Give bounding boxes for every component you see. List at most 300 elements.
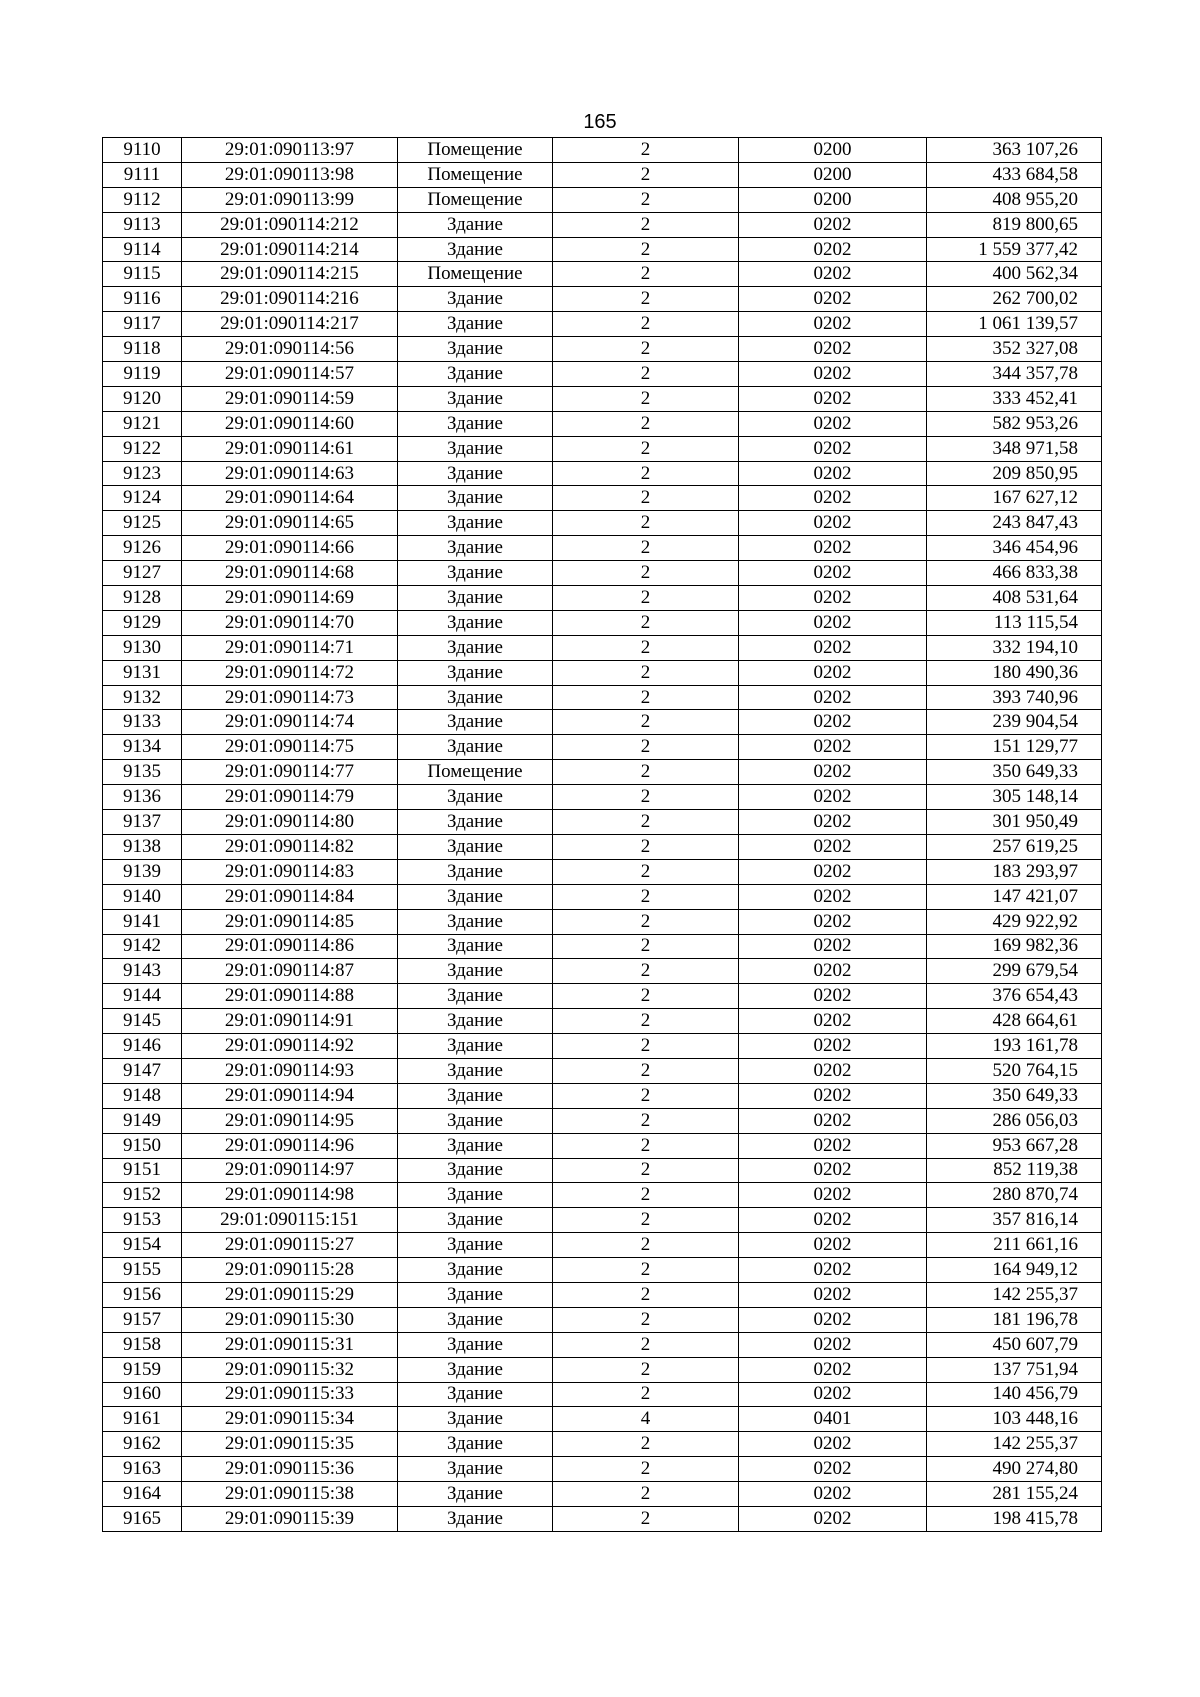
table-body <box>103 138 1102 1532</box>
cadastral-number-cell: 29:01:090113:97 <box>182 138 398 163</box>
row-number-cell: 9120 <box>103 386 182 411</box>
object-type-cell: Здание <box>398 1506 553 1531</box>
group-cell: 2 <box>553 337 739 362</box>
cadastral-number-cell: 29:01:090114:74 <box>182 710 398 735</box>
code-cell: 0401 <box>739 1407 927 1432</box>
cadastral-number-cell: 29:01:090114:72 <box>182 660 398 685</box>
row-number-cell: 9165 <box>103 1506 182 1531</box>
object-type-cell: Здание <box>398 1133 553 1158</box>
object-type-cell: Здание <box>398 411 553 436</box>
cadastral-value-cell: 466 833,38 <box>927 561 1102 586</box>
cadastral-value-cell: 140 456,79 <box>927 1382 1102 1407</box>
code-cell: 0202 <box>739 760 927 785</box>
code-cell: 0202 <box>739 1482 927 1507</box>
code-cell: 0202 <box>739 685 927 710</box>
cadastral-value-cell: 520 764,15 <box>927 1058 1102 1083</box>
group-cell: 2 <box>553 1282 739 1307</box>
table-row <box>103 909 1102 934</box>
object-type-cell: Здание <box>398 1108 553 1133</box>
row-number-cell: 9116 <box>103 287 182 312</box>
group-cell: 2 <box>553 1457 739 1482</box>
table-row <box>103 1009 1102 1034</box>
group-cell: 2 <box>553 1506 739 1531</box>
row-number-cell: 9137 <box>103 810 182 835</box>
group-cell: 2 <box>553 735 739 760</box>
group-cell: 2 <box>553 834 739 859</box>
cadastral-number-cell: 29:01:090114:64 <box>182 486 398 511</box>
row-number-cell: 9146 <box>103 1034 182 1059</box>
object-type-cell: Здание <box>398 810 553 835</box>
object-type-cell: Здание <box>398 436 553 461</box>
code-cell: 0202 <box>739 1183 927 1208</box>
cadastral-value-cell: 582 953,26 <box>927 411 1102 436</box>
cadastral-number-cell: 29:01:090114:56 <box>182 337 398 362</box>
row-number-cell: 9150 <box>103 1133 182 1158</box>
table-row <box>103 162 1102 187</box>
row-number-cell: 9114 <box>103 237 182 262</box>
row-number-cell: 9162 <box>103 1432 182 1457</box>
cadastral-value-cell: 357 816,14 <box>927 1208 1102 1233</box>
table-row <box>103 1407 1102 1432</box>
cadastral-value-cell: 257 619,25 <box>927 834 1102 859</box>
group-cell: 2 <box>553 760 739 785</box>
cadastral-number-cell: 29:01:090114:84 <box>182 884 398 909</box>
cadastral-value-cell: 1 061 139,57 <box>927 312 1102 337</box>
code-cell: 0202 <box>739 1382 927 1407</box>
group-cell: 2 <box>553 710 739 735</box>
table-row <box>103 1258 1102 1283</box>
cadastral-number-cell: 29:01:090114:214 <box>182 237 398 262</box>
table-row <box>103 1382 1102 1407</box>
table-row <box>103 138 1102 163</box>
object-type-cell: Здание <box>398 1282 553 1307</box>
object-type-cell: Помещение <box>398 138 553 163</box>
code-cell: 0202 <box>739 1083 927 1108</box>
table-row <box>103 187 1102 212</box>
object-type-cell: Здание <box>398 561 553 586</box>
row-number-cell: 9164 <box>103 1482 182 1507</box>
group-cell: 2 <box>553 436 739 461</box>
object-type-cell: Здание <box>398 486 553 511</box>
code-cell: 0202 <box>739 934 927 959</box>
group-cell: 2 <box>553 1482 739 1507</box>
code-cell: 0202 <box>739 859 927 884</box>
object-type-cell: Здание <box>398 1382 553 1407</box>
cadastral-value-cell: 429 922,92 <box>927 909 1102 934</box>
group-cell: 2 <box>553 362 739 387</box>
cadastral-value-cell: 167 627,12 <box>927 486 1102 511</box>
cadastral-number-cell: 29:01:090114:61 <box>182 436 398 461</box>
row-number-cell: 9128 <box>103 586 182 611</box>
table-row <box>103 511 1102 536</box>
group-cell: 2 <box>553 162 739 187</box>
table-row <box>103 934 1102 959</box>
group-cell: 2 <box>553 1108 739 1133</box>
table-row <box>103 1083 1102 1108</box>
row-number-cell: 9119 <box>103 362 182 387</box>
cadastral-number-cell: 29:01:090114:75 <box>182 735 398 760</box>
row-number-cell: 9148 <box>103 1083 182 1108</box>
group-cell: 2 <box>553 1009 739 1034</box>
row-number-cell: 9149 <box>103 1108 182 1133</box>
object-type-cell: Здание <box>398 1258 553 1283</box>
row-number-cell: 9126 <box>103 536 182 561</box>
row-number-cell: 9163 <box>103 1457 182 1482</box>
object-type-cell: Здание <box>398 511 553 536</box>
row-number-cell: 9158 <box>103 1332 182 1357</box>
table-row <box>103 1183 1102 1208</box>
cadastral-value-cell: 137 751,94 <box>927 1357 1102 1382</box>
row-number-cell: 9140 <box>103 884 182 909</box>
row-number-cell: 9118 <box>103 337 182 362</box>
code-cell: 0202 <box>739 461 927 486</box>
cadastral-value-cell: 346 454,96 <box>927 536 1102 561</box>
table-row <box>103 536 1102 561</box>
cadastral-number-cell: 29:01:090114:83 <box>182 859 398 884</box>
code-cell: 0202 <box>739 635 927 660</box>
table-row <box>103 1034 1102 1059</box>
object-type-cell: Здание <box>398 461 553 486</box>
code-cell: 0202 <box>739 1307 927 1332</box>
row-number-cell: 9156 <box>103 1282 182 1307</box>
cadastral-number-cell: 29:01:090115:39 <box>182 1506 398 1531</box>
cadastral-value-cell: 147 421,07 <box>927 884 1102 909</box>
table-row <box>103 810 1102 835</box>
group-cell: 2 <box>553 287 739 312</box>
object-type-cell: Здание <box>398 287 553 312</box>
row-number-cell: 9123 <box>103 461 182 486</box>
row-number-cell: 9151 <box>103 1158 182 1183</box>
cadastral-number-cell: 29:01:090114:87 <box>182 959 398 984</box>
row-number-cell: 9144 <box>103 984 182 1009</box>
row-number-cell: 9121 <box>103 411 182 436</box>
code-cell: 0202 <box>739 1009 927 1034</box>
group-cell: 2 <box>553 536 739 561</box>
code-cell: 0202 <box>739 262 927 287</box>
code-cell: 0202 <box>739 660 927 685</box>
group-cell: 2 <box>553 984 739 1009</box>
code-cell: 0202 <box>739 586 927 611</box>
object-type-cell: Здание <box>398 635 553 660</box>
cadastral-number-cell: 29:01:090114:98 <box>182 1183 398 1208</box>
group-cell: 2 <box>553 1332 739 1357</box>
cadastral-number-cell: 29:01:090114:71 <box>182 635 398 660</box>
code-cell: 0202 <box>739 1357 927 1382</box>
cadastral-number-cell: 29:01:090114:77 <box>182 760 398 785</box>
cadastral-value-cell: 428 664,61 <box>927 1009 1102 1034</box>
cadastral-value-cell: 363 107,26 <box>927 138 1102 163</box>
group-cell: 2 <box>553 685 739 710</box>
cadastral-value-cell: 1 559 377,42 <box>927 237 1102 262</box>
group-cell: 2 <box>553 1158 739 1183</box>
object-type-cell: Здание <box>398 884 553 909</box>
row-number-cell: 9111 <box>103 162 182 187</box>
row-number-cell: 9141 <box>103 909 182 934</box>
cadastral-value-cell: 350 649,33 <box>927 1083 1102 1108</box>
group-cell: 2 <box>553 511 739 536</box>
cadastral-number-cell: 29:01:090115:28 <box>182 1258 398 1283</box>
code-cell: 0202 <box>739 362 927 387</box>
code-cell: 0202 <box>739 536 927 561</box>
object-type-cell: Здание <box>398 1457 553 1482</box>
table-row <box>103 1282 1102 1307</box>
object-type-cell: Здание <box>398 1034 553 1059</box>
cadastral-number-cell: 29:01:090114:80 <box>182 810 398 835</box>
cadastral-number-cell: 29:01:090114:73 <box>182 685 398 710</box>
object-type-cell: Здание <box>398 934 553 959</box>
group-cell: 2 <box>553 959 739 984</box>
row-number-cell: 9136 <box>103 785 182 810</box>
cadastral-value-cell: 142 255,37 <box>927 1432 1102 1457</box>
code-cell: 0202 <box>739 1108 927 1133</box>
table-row <box>103 1158 1102 1183</box>
code-cell: 0202 <box>739 511 927 536</box>
cadastral-number-cell: 29:01:090115:151 <box>182 1208 398 1233</box>
cadastral-value-cell: 433 684,58 <box>927 162 1102 187</box>
cadastral-value-cell: 352 327,08 <box>927 337 1102 362</box>
object-type-cell: Здание <box>398 685 553 710</box>
group-cell: 2 <box>553 660 739 685</box>
table-row <box>103 984 1102 1009</box>
row-number-cell: 9134 <box>103 735 182 760</box>
cadastral-number-cell: 29:01:090114:217 <box>182 312 398 337</box>
group-cell: 2 <box>553 1208 739 1233</box>
code-cell: 0202 <box>739 486 927 511</box>
object-type-cell: Здание <box>398 386 553 411</box>
row-number-cell: 9142 <box>103 934 182 959</box>
cadastral-number-cell: 29:01:090114:91 <box>182 1009 398 1034</box>
table-row <box>103 635 1102 660</box>
row-number-cell: 9131 <box>103 660 182 685</box>
cadastral-value-cell: 198 415,78 <box>927 1506 1102 1531</box>
cadastral-value-cell: 332 194,10 <box>927 635 1102 660</box>
table-row <box>103 859 1102 884</box>
table-row <box>103 586 1102 611</box>
cadastral-number-cell: 29:01:090114:212 <box>182 212 398 237</box>
cadastral-number-cell: 29:01:090114:65 <box>182 511 398 536</box>
cadastral-number-cell: 29:01:090115:30 <box>182 1307 398 1332</box>
row-number-cell: 9159 <box>103 1357 182 1382</box>
cadastral-value-cell: 450 607,79 <box>927 1332 1102 1357</box>
row-number-cell: 9115 <box>103 262 182 287</box>
object-type-cell: Здание <box>398 859 553 884</box>
row-number-cell: 9122 <box>103 436 182 461</box>
table-row <box>103 1058 1102 1083</box>
row-number-cell: 9110 <box>103 138 182 163</box>
cadastral-number-cell: 29:01:090114:216 <box>182 287 398 312</box>
table-row <box>103 1357 1102 1382</box>
object-type-cell: Здание <box>398 710 553 735</box>
table-row <box>103 1432 1102 1457</box>
group-cell: 2 <box>553 909 739 934</box>
row-number-cell: 9129 <box>103 610 182 635</box>
object-type-cell: Здание <box>398 984 553 1009</box>
cadastral-value-cell: 142 255,37 <box>927 1282 1102 1307</box>
object-type-cell: Здание <box>398 1482 553 1507</box>
cadastral-value-cell: 348 971,58 <box>927 436 1102 461</box>
row-number-cell: 9155 <box>103 1258 182 1283</box>
table-row <box>103 1457 1102 1482</box>
cadastral-value-cell: 211 661,16 <box>927 1233 1102 1258</box>
code-cell: 0202 <box>739 810 927 835</box>
cadastral-number-cell: 29:01:090115:32 <box>182 1357 398 1382</box>
code-cell: 0202 <box>739 1233 927 1258</box>
table-row <box>103 1482 1102 1507</box>
row-number-cell: 9135 <box>103 760 182 785</box>
table-row <box>103 735 1102 760</box>
row-number-cell: 9145 <box>103 1009 182 1034</box>
group-cell: 4 <box>553 1407 739 1432</box>
code-cell: 0200 <box>739 138 927 163</box>
code-cell: 0202 <box>739 884 927 909</box>
cadastral-number-cell: 29:01:090114:86 <box>182 934 398 959</box>
table-row <box>103 436 1102 461</box>
table-row <box>103 461 1102 486</box>
object-type-cell: Здание <box>398 785 553 810</box>
table-row <box>103 411 1102 436</box>
table-row <box>103 287 1102 312</box>
object-type-cell: Здание <box>398 1183 553 1208</box>
group-cell: 2 <box>553 810 739 835</box>
cadastral-value-cell: 852 119,38 <box>927 1158 1102 1183</box>
row-number-cell: 9124 <box>103 486 182 511</box>
cadastral-value-cell: 408 955,20 <box>927 187 1102 212</box>
object-type-cell: Здание <box>398 536 553 561</box>
group-cell: 2 <box>553 237 739 262</box>
code-cell: 0202 <box>739 386 927 411</box>
cadastral-value-cell: 344 357,78 <box>927 362 1102 387</box>
object-type-cell: Здание <box>398 586 553 611</box>
table-row <box>103 1108 1102 1133</box>
object-type-cell: Здание <box>398 909 553 934</box>
cadastral-number-cell: 29:01:090115:27 <box>182 1233 398 1258</box>
cadastral-number-cell: 29:01:090114:93 <box>182 1058 398 1083</box>
row-number-cell: 9113 <box>103 212 182 237</box>
code-cell: 0202 <box>739 1506 927 1531</box>
cadastral-number-cell: 29:01:090115:33 <box>182 1382 398 1407</box>
cadastral-number-cell: 29:01:090114:57 <box>182 362 398 387</box>
code-cell: 0202 <box>739 610 927 635</box>
table-row <box>103 262 1102 287</box>
cadastral-number-cell: 29:01:090114:68 <box>182 561 398 586</box>
row-number-cell: 9157 <box>103 1307 182 1332</box>
cadastral-number-cell: 29:01:090114:88 <box>182 984 398 1009</box>
table-row <box>103 710 1102 735</box>
code-cell: 0202 <box>739 785 927 810</box>
row-number-cell: 9147 <box>103 1058 182 1083</box>
group-cell: 2 <box>553 934 739 959</box>
table-row <box>103 1208 1102 1233</box>
cadastral-number-cell: 29:01:090115:38 <box>182 1482 398 1507</box>
code-cell: 0202 <box>739 1332 927 1357</box>
code-cell: 0202 <box>739 212 927 237</box>
table-row <box>103 760 1102 785</box>
code-cell: 0202 <box>739 312 927 337</box>
group-cell: 2 <box>553 411 739 436</box>
cadastral-number-cell: 29:01:090114:82 <box>182 834 398 859</box>
table-row <box>103 312 1102 337</box>
page-number: 165 <box>583 111 617 133</box>
cadastral-value-cell: 209 850,95 <box>927 461 1102 486</box>
group-cell: 2 <box>553 1307 739 1332</box>
table-row <box>103 486 1102 511</box>
object-type-cell: Здание <box>398 1158 553 1183</box>
group-cell: 2 <box>553 1183 739 1208</box>
object-type-cell: Помещение <box>398 187 553 212</box>
cadastral-value-cell: 408 531,64 <box>927 586 1102 611</box>
code-cell: 0202 <box>739 561 927 586</box>
group-cell: 2 <box>553 1058 739 1083</box>
object-type-cell: Здание <box>398 1083 553 1108</box>
object-type-cell: Здание <box>398 312 553 337</box>
table-row <box>103 1332 1102 1357</box>
object-type-cell: Здание <box>398 337 553 362</box>
group-cell: 2 <box>553 785 739 810</box>
cadastral-value-cell: 286 056,03 <box>927 1108 1102 1133</box>
group-cell: 2 <box>553 1382 739 1407</box>
cadastral-value-table <box>102 137 1102 1532</box>
table-row <box>103 386 1102 411</box>
cadastral-number-cell: 29:01:090115:34 <box>182 1407 398 1432</box>
code-cell: 0202 <box>739 436 927 461</box>
object-type-cell: Здание <box>398 660 553 685</box>
object-type-cell: Здание <box>398 1208 553 1233</box>
code-cell: 0202 <box>739 909 927 934</box>
cadastral-number-cell: 29:01:090115:31 <box>182 1332 398 1357</box>
table-row <box>103 1506 1102 1531</box>
row-number-cell: 9117 <box>103 312 182 337</box>
table-row <box>103 785 1102 810</box>
cadastral-value-cell: 193 161,78 <box>927 1034 1102 1059</box>
object-type-cell: Здание <box>398 735 553 760</box>
object-type-cell: Здание <box>398 362 553 387</box>
cadastral-number-cell: 29:01:090114:85 <box>182 909 398 934</box>
cadastral-number-cell: 29:01:090115:35 <box>182 1432 398 1457</box>
group-cell: 2 <box>553 138 739 163</box>
table-row <box>103 1233 1102 1258</box>
cadastral-value-cell: 262 700,02 <box>927 287 1102 312</box>
cadastral-value-cell: 113 115,54 <box>927 610 1102 635</box>
cadastral-value-cell: 280 870,74 <box>927 1183 1102 1208</box>
row-number-cell: 9153 <box>103 1208 182 1233</box>
code-cell: 0202 <box>739 1133 927 1158</box>
group-cell: 2 <box>553 262 739 287</box>
cadastral-value-cell: 164 949,12 <box>927 1258 1102 1283</box>
code-cell: 0202 <box>739 1034 927 1059</box>
cadastral-number-cell: 29:01:090113:98 <box>182 162 398 187</box>
cadastral-value-cell: 490 274,80 <box>927 1457 1102 1482</box>
code-cell: 0202 <box>739 735 927 760</box>
table-row <box>103 884 1102 909</box>
code-cell: 0202 <box>739 237 927 262</box>
code-cell: 0202 <box>739 1457 927 1482</box>
object-type-cell: Здание <box>398 1233 553 1258</box>
group-cell: 2 <box>553 386 739 411</box>
object-type-cell: Здание <box>398 959 553 984</box>
cadastral-number-cell: 29:01:090115:29 <box>182 1282 398 1307</box>
row-number-cell: 9161 <box>103 1407 182 1432</box>
code-cell: 0202 <box>739 984 927 1009</box>
group-cell: 2 <box>553 212 739 237</box>
table-row <box>103 337 1102 362</box>
object-type-cell: Здание <box>398 1432 553 1457</box>
cadastral-number-cell: 29:01:090114:96 <box>182 1133 398 1158</box>
group-cell: 2 <box>553 884 739 909</box>
row-number-cell: 9112 <box>103 187 182 212</box>
code-cell: 0202 <box>739 710 927 735</box>
group-cell: 2 <box>553 1258 739 1283</box>
cadastral-number-cell: 29:01:090114:69 <box>182 586 398 611</box>
